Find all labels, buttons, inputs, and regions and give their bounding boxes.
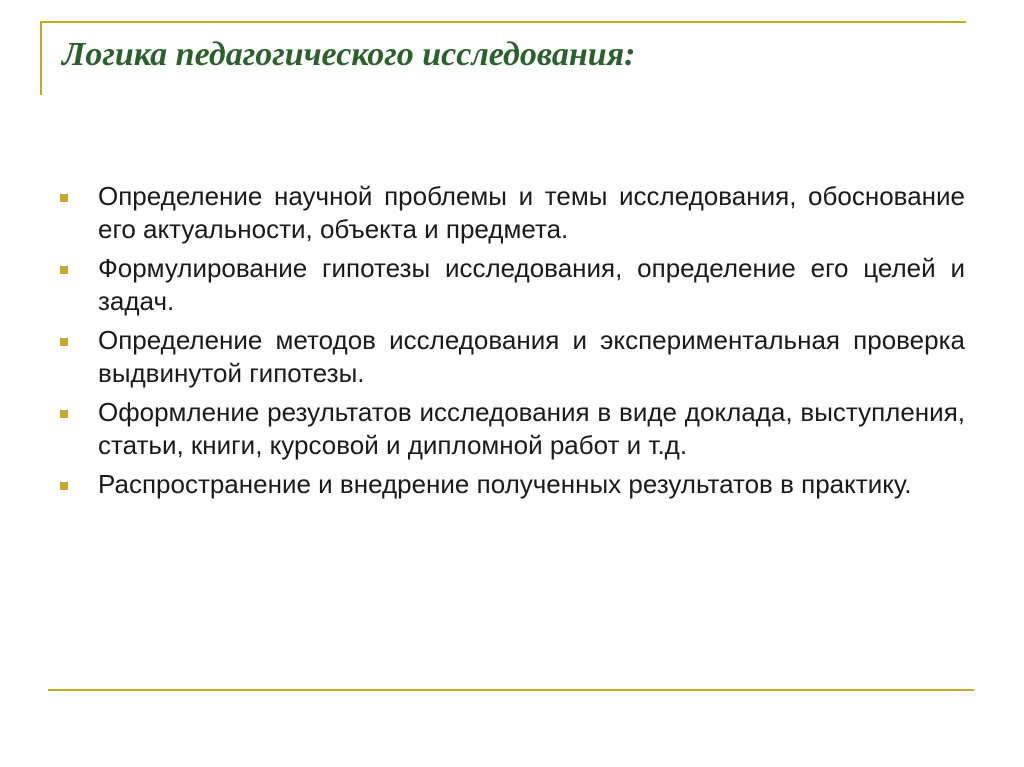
list-item-text: Определение научной проблемы и темы исследования, обоснование его актуальности, объекта и предмета. [98,181,965,244]
list-item-text: Распространение и внедрение полученных результатов в практику. [98,469,912,499]
list-item [60,180,965,246]
slide-title: Логика педагогического исследования: [62,36,636,73]
list-item [60,252,965,318]
list-item [60,396,965,462]
bullet-list [60,180,965,507]
square-bullet-icon [60,338,68,346]
list-item-text: Оформление результатов исследования в виде доклада, выступления, статьи, книги, курсовой и дипломной работ и т.д. [98,397,965,460]
square-bullet-icon [60,194,68,202]
square-bullet-icon [60,410,68,418]
list-item-text: Определение методов исследования и экспериментальная проверка выдвинутой гипотезы. [98,325,965,388]
list-item-text: Формулирование гипотезы исследования, определение его целей и задач. [98,253,965,316]
bottom-divider [48,689,974,691]
square-bullet-icon [60,266,68,274]
list-item [60,468,965,501]
list-item [60,324,965,390]
left-divider [40,21,42,95]
square-bullet-icon [60,482,68,490]
top-divider [40,21,966,23]
